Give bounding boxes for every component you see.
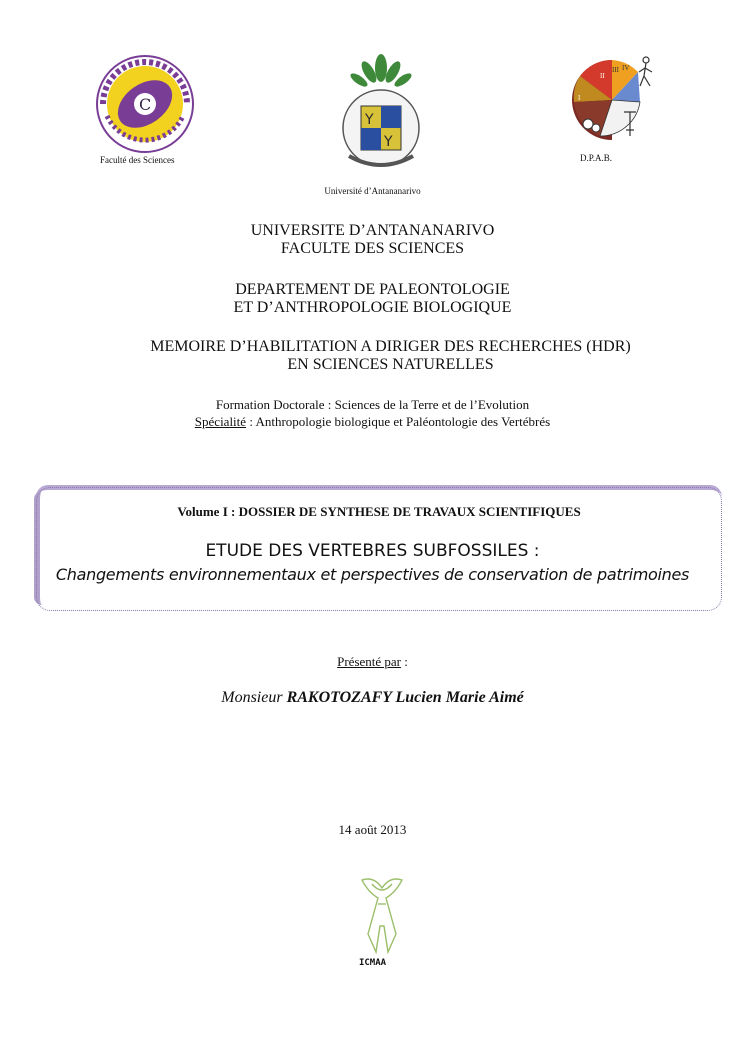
dpab-numeral-3: III xyxy=(612,66,619,74)
dpab-logo xyxy=(560,50,656,150)
faculty-name: FACULTE DES SCIENCES xyxy=(280,240,465,257)
icmaa-label: ICMAA xyxy=(358,958,387,968)
specialite-line xyxy=(0,414,745,430)
university-name: UNIVERSITE D’ANTANANARIVO xyxy=(250,222,495,239)
university-caption: Université d’Antananarivo xyxy=(324,186,421,196)
thesis-subtitle: Changements environnementaux et perspectives de conservation de patrimoines xyxy=(55,565,690,584)
author xyxy=(0,689,745,707)
svg-text:C: C xyxy=(139,95,152,114)
icmaa-logo xyxy=(352,874,412,958)
department-line-2: ET D’ANTHROPOLOGIE BIOLOGIQUE xyxy=(233,299,512,316)
faculty-caption: Faculté des Sciences xyxy=(100,155,175,165)
dpab-caption: D.P.A.B. xyxy=(580,153,613,163)
department-line-1: DEPARTEMENT DE PALEONTOLOGIE xyxy=(235,281,510,298)
author-prefix: Monsieur xyxy=(221,689,287,706)
memoire-line-2: EN SCIENCES NATURELLES xyxy=(287,356,494,373)
faculty-logo xyxy=(93,52,197,156)
dpab-numeral-4: IV xyxy=(622,64,630,72)
dpab-numeral-2: II xyxy=(600,72,605,80)
memoire-line-1: MEMOIRE D’HABILITATION A DIRIGER DES RECHERCHES (HDR) xyxy=(150,338,631,355)
specialite-value: : Anthropologie biologique et Paléontologie des Vertébrés xyxy=(246,414,551,429)
svg-text:Y: Y xyxy=(384,134,393,150)
svg-text:Y: Y xyxy=(365,112,374,128)
formation-doctorale: Formation Doctorale : Sciences de la Terre et de l’Evolution xyxy=(215,397,530,412)
volume-heading: Volume I : DOSSIER DE SYNTHESE DE TRAVAUX SCIENTIFIQUES xyxy=(177,504,581,519)
presented-by-suffix: : xyxy=(401,654,408,669)
specialite-label: Spécialité xyxy=(194,414,247,429)
author-name: RAKOTOZAFY Lucien Marie Aimé xyxy=(286,689,524,706)
presented-by-label: Présenté par xyxy=(337,654,401,669)
presented-by xyxy=(0,654,745,670)
defense-date: 14 août 2013 xyxy=(338,822,407,837)
dpab-numeral-1: I xyxy=(578,94,581,102)
university-logo xyxy=(327,48,435,178)
thesis-title: ETUDE DES VERTEBRES SUBFOSSILES : xyxy=(205,541,540,561)
